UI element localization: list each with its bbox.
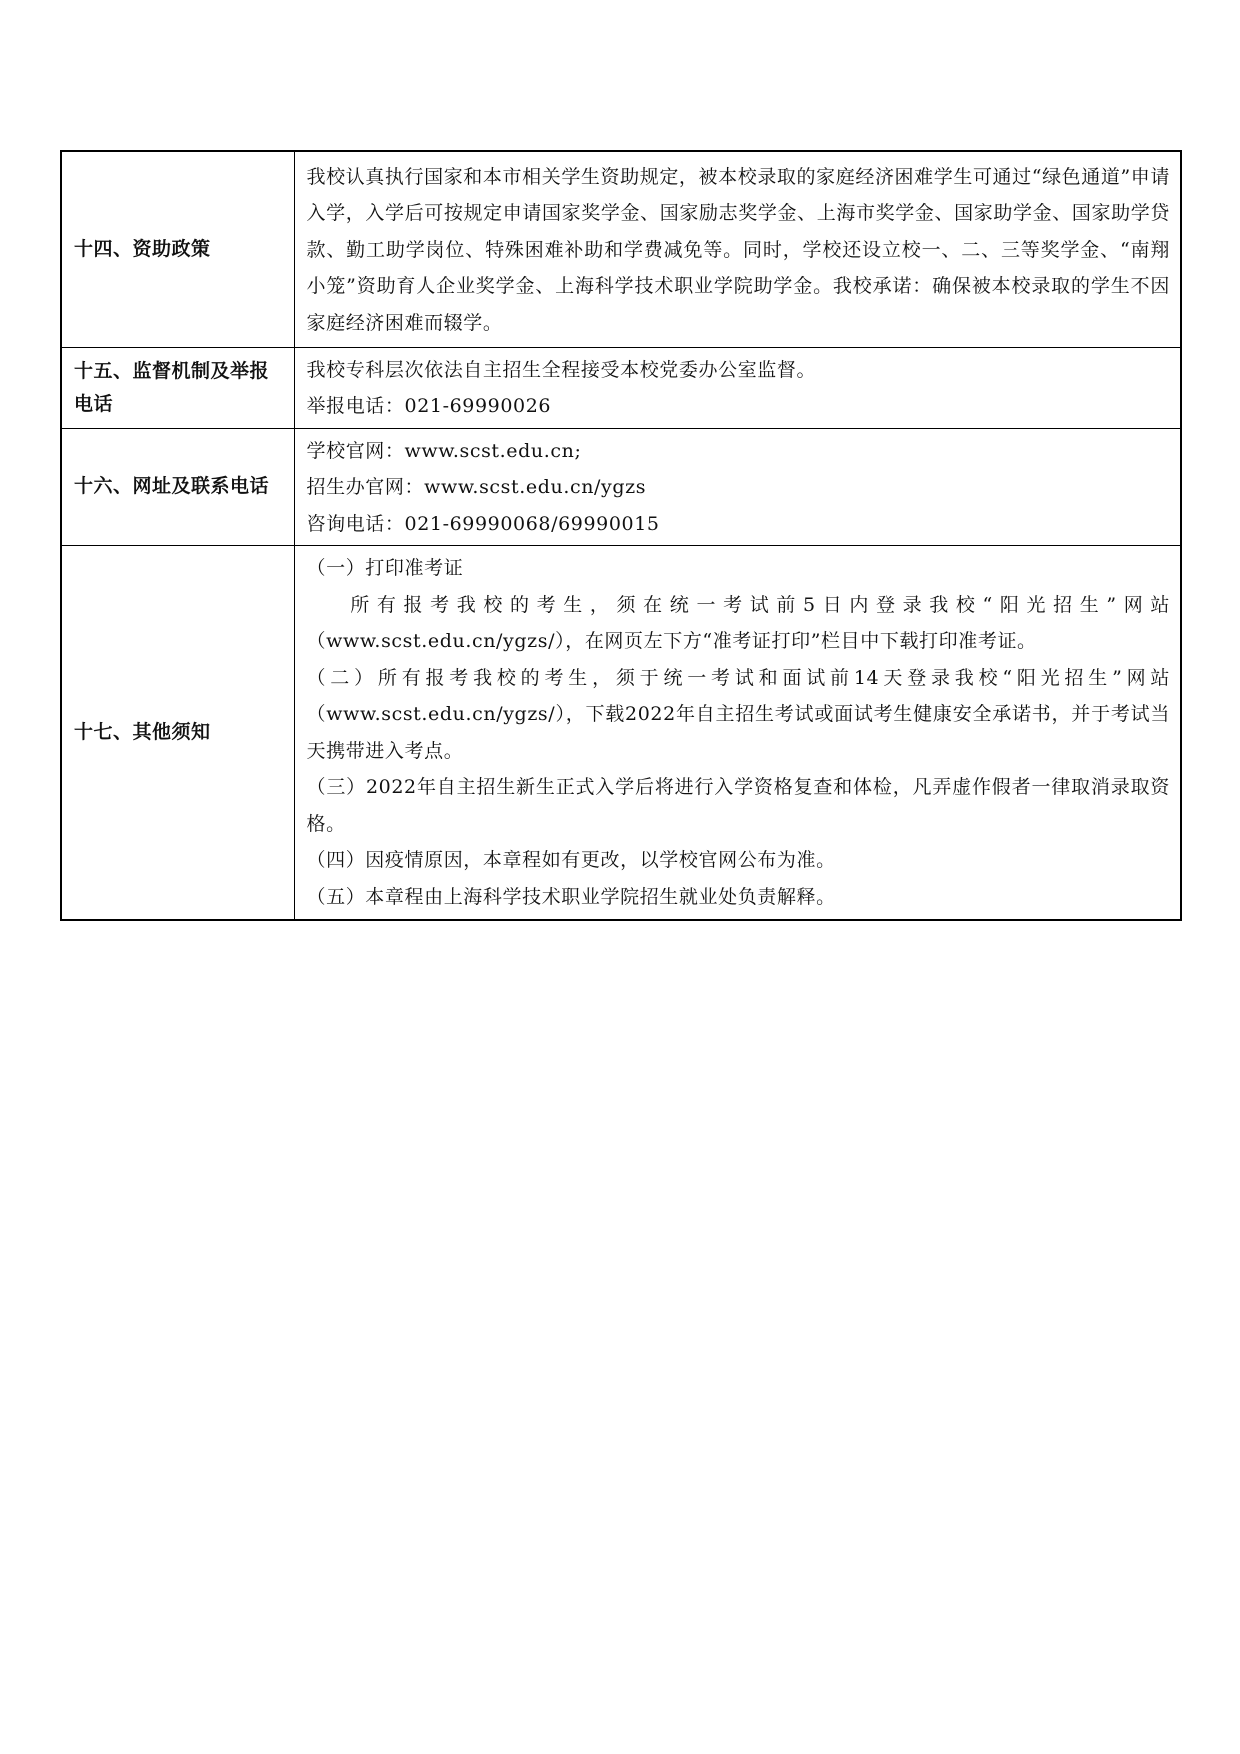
consult-phone: 咨询电话：021-69990068/69990015: [306, 512, 660, 535]
note-item: （四）因疫情原因，本章程如有更改，以学校官网公布为准。: [306, 849, 836, 872]
paragraph: 我校认真执行国家和本市相关学生资助规定，被本校录取的家庭经济困难学生可通过“绿色通道”申请入学，入学后可按规定申请国家奖学金、国家励志奖学金、上海市奖学金、国家助学金、国家助学贷款、勤工助学岗位、特殊困难补助和学费减免等。同时，学校还设立校一、二、三等奖学金、“南翔小笼”资助育人企业奖学金、上海科学技术职业学院助学金。我校承诺：确保被本校录取的学生不因家庭经济困难而辍学。: [306, 165, 1170, 334]
admissions-website: 招生办官网：www.scst.edu.cn/ygzs: [306, 476, 647, 498]
section-row-other-notes: [61, 546, 1181, 920]
note-item: （二）所有报考我校的考生，须于统一考试和面试前14天登录我校“阳光招生”网站（www.scst.edu.cn/ygzs/），下载2022年自主招生考试或面试考生健康安全承诺书，并于考试当天携带进入考点。: [306, 666, 1170, 762]
note-item: （一）打印准考证: [306, 557, 464, 580]
section-content: [294, 347, 1181, 428]
section-row-supervision: [61, 347, 1181, 428]
section-heading: 十四、资助政策: [61, 151, 294, 347]
section-content: [294, 428, 1181, 546]
section-content: [294, 151, 1181, 347]
section-row-financial-aid: [61, 151, 1181, 347]
section-content: [294, 546, 1181, 920]
note-item: （五）本章程由上海科学技术职业学院招生就业处负责解释。: [306, 885, 836, 908]
section-heading: 十五、监督机制及举报电话: [61, 347, 294, 428]
note-item: （三）2022年自主招生新生正式入学后将进行入学资格复查和体检，凡弄虚作假者一律取消录取资格。: [306, 776, 1170, 835]
section-row-contact: [61, 428, 1181, 546]
section-heading: 十七、其他须知: [61, 546, 294, 920]
note-item: 所有报考我校的考生，须在统一考试前5日内登录我校“阳光招生”网站（www.scst.edu.cn/ygzs/），在网页左下方“准考证打印”栏目中下载打印准考证。: [306, 593, 1170, 653]
report-phone: 举报电话：021-69990026: [306, 395, 552, 417]
section-heading: 十六、网址及联系电话: [61, 428, 294, 546]
regulations-table: [60, 150, 1182, 921]
school-website: 学校官网：www.scst.edu.cn;: [306, 439, 582, 462]
paragraph: 我校专科层次依法自主招生全程接受本校党委办公室监督。: [306, 358, 817, 381]
